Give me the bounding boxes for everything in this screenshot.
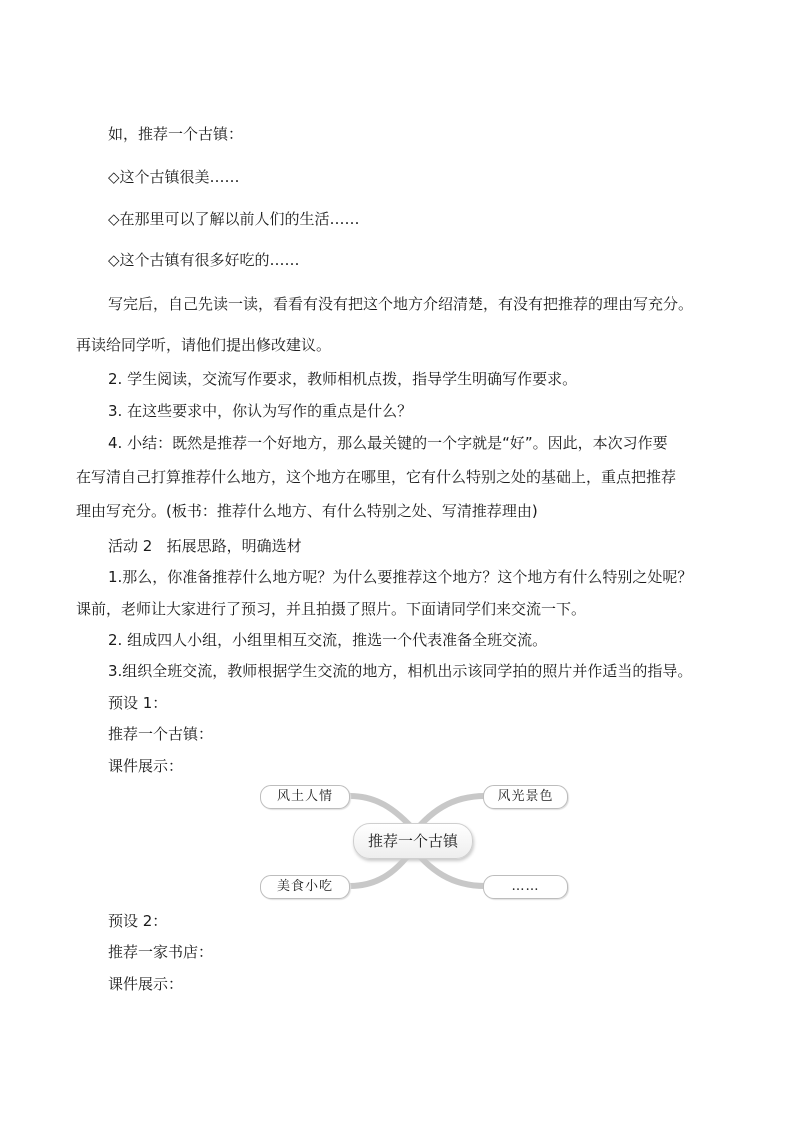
bullet-1: ◇这个古镇很美……	[108, 168, 240, 186]
summary-line-3: 理由写充分。(板书：推荐什么地方、有什么特别之处、写清推荐理由)	[76, 502, 538, 520]
activity2-step-3: 3.组织全班交流，教师根据学生交流的地方，相机出示该同学拍的照片并作适当的指导。	[108, 662, 693, 680]
activity2-title: 活动 2 拓展思路，明确选材	[108, 537, 302, 555]
bullet-3: ◇这个古镇有很多好吃的……	[108, 251, 300, 269]
summary-line-1: 4. 小结：既然是推荐一个好地方，那么最关键的一个字就是“好”。因此，本次习作要	[108, 434, 668, 452]
activity2-step-1-cont: 课前，老师让大家进行了预习，并且拍摄了照片。下面请同学们来交流一下。	[76, 600, 587, 618]
after-writing-line-2: 再读给同学听，请他们提出修改建议。	[76, 336, 332, 354]
preset1-label: 预设 1：	[108, 694, 168, 712]
activity2-step-2: 2. 组成四人小组，小组里相互交流，推选一个代表准备全班交流。	[108, 631, 548, 649]
preset1-topic: 推荐一个古镇：	[108, 725, 214, 743]
preset2-courseware: 课件展示：	[108, 975, 184, 993]
bullet-2: ◇在那里可以了解以前人们的生活……	[108, 210, 360, 228]
summary-line-2: 在写清自己打算推荐什么地方，这个地方在哪里，它有什么特别之处的基础上，重点把推荐	[76, 468, 677, 486]
intro-example: 如，推荐一个古镇：	[108, 125, 244, 143]
mindmap-node-bottom-left: 美食小吃	[260, 875, 350, 899]
mindmap	[258, 780, 568, 900]
mindmap-node-top-left: 风土人情	[260, 785, 350, 809]
activity2-step-1: 1.那么，你准备推荐什么地方呢？为什么要推荐这个地方？这个地方有什么特别之处呢？	[108, 568, 693, 586]
mindmap-node-top-right: 风光景色	[483, 785, 568, 809]
preset1-courseware: 课件展示：	[108, 757, 184, 775]
step-2: 2. 学生阅读，交流写作要求，教师相机点拨，指导学生明确写作要求。	[108, 370, 578, 388]
mindmap-center-node: 推荐一个古镇	[353, 823, 473, 859]
preset2-label: 预设 2：	[108, 912, 168, 930]
preset2-topic: 推荐一家书店：	[108, 943, 214, 961]
mindmap-node-bottom-right: ……	[483, 875, 568, 899]
after-writing-line-1: 写完后，自己先读一读，看看有没有把这个地方介绍清楚，有没有把推荐的理由写充分。	[108, 295, 694, 313]
step-3: 3. 在这些要求中，你认为写作的重点是什么？	[108, 402, 413, 420]
